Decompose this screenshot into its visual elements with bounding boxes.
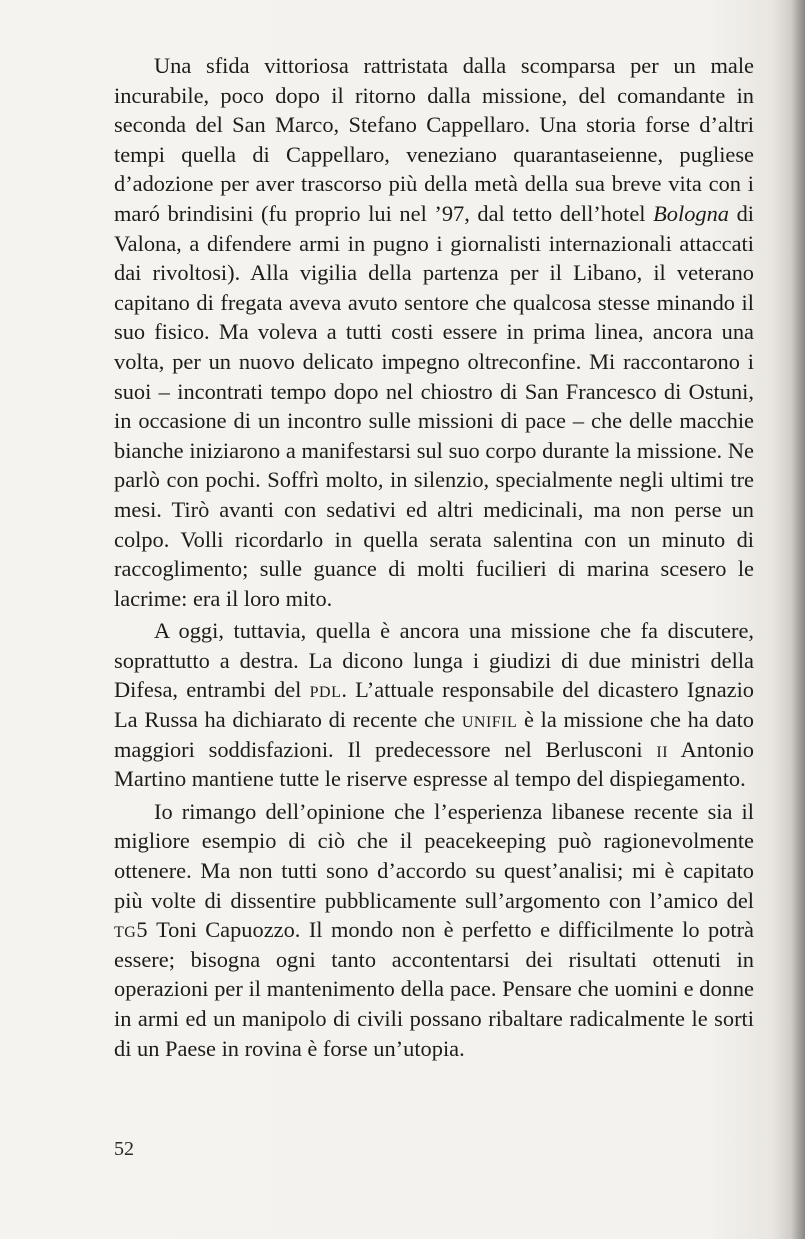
paragraph-1-text-cont: di Valona, a difendere armi in pugno i giornalisti internazionali attaccati dai rivoltosi). Alla vigilia della partenza per il Libano, il veterano capitano di fregata aveva avuto sentore che qualcosa stesse minando il suo fisico. Ma voleva a tutti costi essere in prima linea, ancora una volta, per un nuovo delicato impegno oltreconfine. Mi raccontarono i suoi – incontrati tempo dopo nel chiostro di San Francesco di Ostuni, in occasione di un incontro sulle missioni di pace – che delle macchie bianche iniziarono a manifestarsi sul suo corpo durante la missione. Ne parlò con pochi. Soffrì molto, in silenzio, specialmente negli ultimi tre mesi. Tirò avanti con sedativi ed altri medicinali, ma non perse un colpo. Volli ricordarlo in quella serata salentina con un minuto di raccoglimento; sulle guance di molti fucilieri di marina scesero le lacrime: era il loro mito. xyxy=(114,200,755,611)
paragraph-2 xyxy=(114,616,754,794)
paragraph-1 xyxy=(114,51,754,613)
acronym-unifil: unifil xyxy=(461,707,518,733)
paragraph-3 xyxy=(114,797,754,1063)
acronym-tg5: tg5 xyxy=(114,917,149,943)
page-number: 52 xyxy=(114,1138,134,1160)
hotel-name: Bologna xyxy=(653,200,729,226)
paragraph-3-text: Io rimango dell’opinione che l’esperienza libanese recente sia il migliore esempio di ciò che il peacekeeping può ragionevolmente ottenere. Ma non tutti sono d’accordo su quest’analisi; mi è capitato più volte di dissentire pubblicamente sull’argomento con l’amico del xyxy=(114,798,754,913)
paragraph-2-text-end: Antonio Martino mantiene tutte le riserve espresse al tempo del dispiegamento. xyxy=(114,736,755,792)
paragraph-2-text-cont: . L’attuale responsabile del dicastero Ignazio La Russa ha dichiarato di recente che xyxy=(114,677,754,733)
acronym-pdl: pdl xyxy=(309,677,342,703)
paragraph-1-text: Una sfida vittoriosa rattristata dalla scomparsa per un male incurabile, poco dopo il ritorno dalla missione, del comandante in seconda del San Marco, Stefano Cappellaro. Una storia forse d’altri tempi quella di Cappellaro, veneziano quarantaseienne, pugliese d’adozione per aver trascorso più della metà della sua breve vita con i maró brindisini (fu proprio lui nel ’97, dal tetto dell’hotel xyxy=(114,53,754,226)
roman-numeral-ii: ii xyxy=(656,736,669,762)
paragraph-2-text-cont-2: è la missione che ha dato maggiori soddisfazioni. Il predecessore nel Berlusconi xyxy=(114,707,754,762)
body-text xyxy=(114,51,754,1063)
paragraph-2-text: A oggi, tuttavia, quella è ancora una missione che fa discutere, soprattutto a destra. La dicono lunga i giudizi di due ministri della Difesa, entrambi del xyxy=(114,618,754,703)
spine-shadow xyxy=(791,0,805,1239)
paragraph-3-text-cont: Toni Capuozzo. Il mondo non è perfetto e difficilmente lo potrà essere; bisogna ogni tanto accontentarsi dei risultati ottenuti in operazioni per il mantenimento della pace. Pensare che uomini e donne in armi ed un manipolo di civili possano ribaltare radicalmente le sorti di un Paese in rovina è forse un’utopia. xyxy=(114,917,754,1061)
